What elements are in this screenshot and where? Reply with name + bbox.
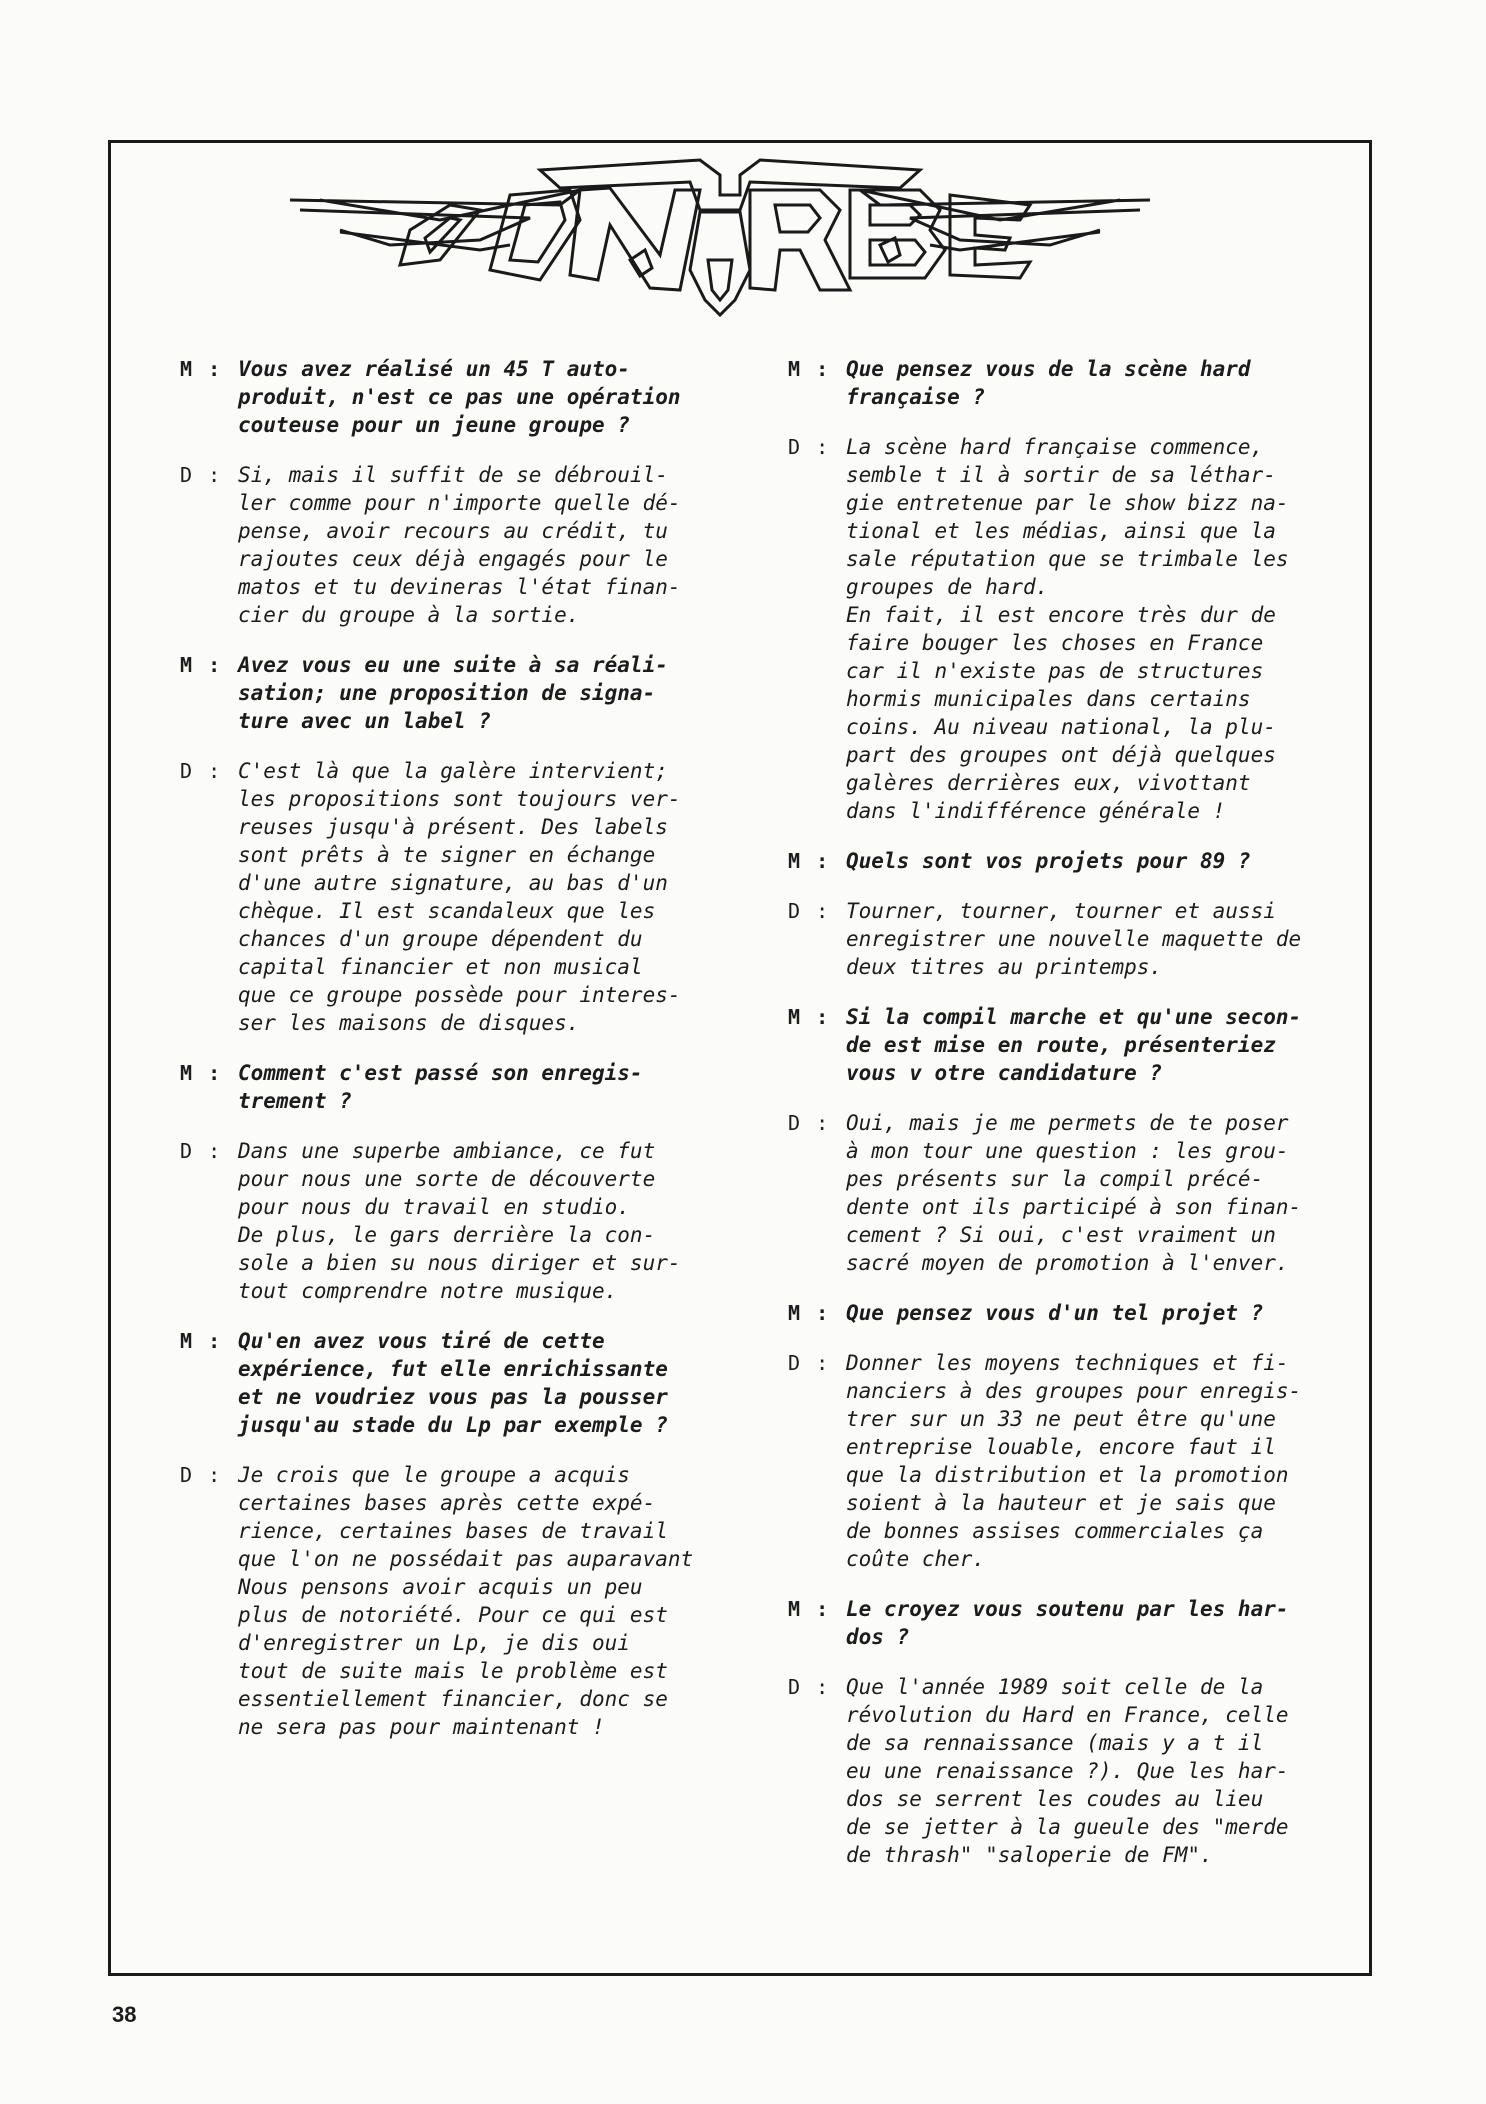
question-entry (788, 847, 1348, 875)
speaker-label: D : (788, 1351, 831, 1375)
question-entry (788, 355, 1348, 411)
question-text: Que pensez vous de la scène hard française ? (846, 357, 1251, 409)
speaker-label: D : (180, 1139, 223, 1163)
speaker-label: D : (180, 463, 223, 487)
page-number: 38 (112, 2002, 137, 2027)
question-text: Avez vous eu une suite à sa réali- sation; une proposition de signa- ture avec un label ? (238, 653, 668, 733)
question-entry (788, 1595, 1348, 1651)
question-text: Que pensez vous d'un tel projet ? (846, 1301, 1264, 1325)
question-text: Quels sont vos projets pour 89 ? (846, 849, 1251, 873)
speaker-label: M : (180, 653, 223, 677)
answer-text: C'est là que la galère intervient; les propositions sont toujours ver- reuses jusqu'à présent. Des labels sont prêts à te signer en échange d'une autre signature, au bas d'un chèque. Il est scandaleux que les chances d'un groupe dépendent du capital financier et non musical que ce groupe possède pour interes- ser les maisons de disques. (238, 759, 681, 1035)
question-entry (180, 1327, 740, 1439)
right-column (788, 355, 1348, 1891)
answer-text: Tourner, tourner, tourner et aussi enregistrer une nouvelle maquette de deux titres au printemps. (846, 899, 1302, 979)
answer-text: Oui, mais je me permets de te poser à mon tour une question : les grou- pes présents sur la compil précé- dente ont ils participé à son finan- cement ? Si oui, c'est vraiment un sacré moyen de promotion à l'enver. (846, 1111, 1302, 1275)
question-entry (788, 1299, 1348, 1327)
speaker-label: M : (180, 1061, 223, 1085)
answer-text: La scène hard française commence, semble t il à sortir de sa léthar- gie entretenue par le show bizz na- tional et les médias, ainsi que la sale réputation que se trimbale les groupes de hard. En fait, il est encore très dur de faire bouger les choses en France car il n'existe pas de structures hormis municipales dans certains coins. Au niveau national, la plu- part des groupes ont déjà quelques galères derrières eux, vivottant dans l'indifférence générale ! (846, 435, 1289, 823)
question-entry (788, 1003, 1348, 1087)
speaker-label: D : (788, 1111, 831, 1135)
speaker-label: M : (788, 1597, 831, 1621)
answer-text: Dans une superbe ambiance, ce fut pour nous une sorte de découverte pour nous du travail en studio. De plus, le gars derrière la con- sole a bien su nous diriger et sur- tout comprendre notre musique. (238, 1139, 681, 1303)
speaker-label: M : (788, 1301, 831, 1325)
speaker-label: M : (788, 357, 831, 381)
question-entry (180, 355, 740, 439)
answer-entry (788, 1673, 1348, 1869)
answer-entry (180, 1461, 740, 1741)
question-entry (180, 1059, 740, 1115)
speaker-label: D : (180, 1463, 223, 1487)
left-column (180, 355, 740, 1763)
answer-entry (180, 757, 740, 1037)
question-text: Comment c'est passé son enregis- trement ? (238, 1061, 643, 1113)
speaker-label: M : (180, 1329, 223, 1353)
answer-entry (180, 461, 740, 629)
question-text: Vous avez réalisé un 45 T auto- produit, n'est ce pas une opération couteuse pour un jeune groupe ? (238, 357, 681, 437)
question-text: Le croyez vous soutenu par les har- dos ? (846, 1597, 1289, 1649)
answer-text: Je crois que le groupe a acquis certaines bases après cette expé- rience, certaines bases de travail que l'on ne possédait pas auparavant Nous pensons avoir acquis un peu plus de notoriété. Pour ce qui est d'enregistrer un Lp, je dis oui tout de suite mais le problème est essentiellement financier, donc se ne sera pas pour maintenant ! (238, 1463, 694, 1739)
speaker-label: D : (788, 1675, 831, 1699)
answer-entry (788, 433, 1348, 825)
band-logo-icon (280, 150, 1160, 350)
answer-text: Si, mais il suffit de se débrouil- ler comme pour n'importe quelle dé- pense, avoir recours au crédit, tu rajoutes ceux déjà engagés pour le matos et tu devineras l'état finan- cier du groupe à la sortie. (238, 463, 681, 627)
answer-entry (788, 1349, 1348, 1573)
answer-entry (788, 1109, 1348, 1277)
answer-entry (788, 897, 1348, 981)
speaker-label: M : (180, 357, 223, 381)
answer-entry (180, 1137, 740, 1305)
speaker-label: M : (788, 1005, 831, 1029)
speaker-label: M : (788, 849, 831, 873)
answer-text: Donner les moyens techniques et fi- nanciers à des groupes pour enregis- trer sur un 33 ne peut être qu'une entreprise louable, encore faut il que la distribution et la promotion soient à la hauteur et je sais que de bonnes assises commerciales ça coûte cher. (846, 1351, 1302, 1571)
speaker-label: D : (788, 435, 831, 459)
speaker-label: D : (180, 759, 223, 783)
answer-text: Que l'année 1989 soit celle de la révolution du Hard en France, celle de sa rennaissance (mais y a t il eu une renaissance ?). Que les har- dos se serrent les coudes au lieu de se jetter à la gueule des "merde de thrash" "saloperie de FM". (846, 1675, 1289, 1867)
question-text: Si la compil marche et qu'une secon- de est mise en route, présenteriez vous v otre candidature ? (846, 1005, 1302, 1085)
question-text: Qu'en avez vous tiré de cette expérience, fut elle enrichissante et ne voudriez vous pas la pousser jusqu'au stade du Lp par exemple ? (238, 1329, 668, 1437)
question-entry (180, 651, 740, 735)
speaker-label: D : (788, 899, 831, 923)
